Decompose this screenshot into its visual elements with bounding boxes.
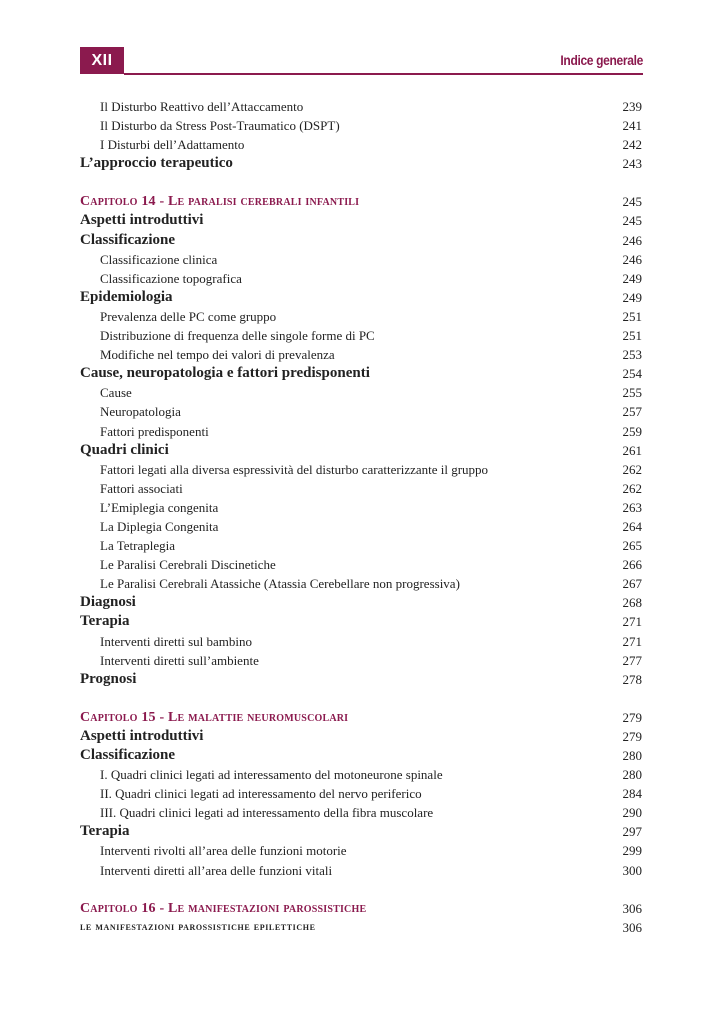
toc-section-row bbox=[80, 670, 642, 689]
toc-entry-label: I Disturbi dell’Adattamento bbox=[100, 137, 245, 153]
toc-entry-label: Neuropatologia bbox=[100, 404, 181, 420]
toc-subsection-row bbox=[80, 97, 642, 116]
toc-entry-page: 246 bbox=[622, 251, 642, 267]
toc-entry-page: 299 bbox=[622, 843, 642, 859]
toc-entry-page: 257 bbox=[622, 404, 642, 420]
toc-section-row bbox=[80, 593, 642, 612]
toc-entry-page: 264 bbox=[622, 518, 642, 534]
toc-entry-page: 241 bbox=[622, 118, 642, 134]
toc-subsection-row bbox=[80, 307, 642, 326]
toc-entry-label: Interventi diretti sul bambino bbox=[100, 633, 252, 649]
toc-subsection-row bbox=[80, 269, 642, 288]
toc-entry-page: 263 bbox=[622, 499, 642, 515]
toc-entry-page: 259 bbox=[622, 423, 642, 439]
toc-entry-page: 271 bbox=[622, 633, 642, 649]
toc-entry-page: 284 bbox=[622, 786, 642, 802]
toc-chapter-row bbox=[80, 192, 642, 211]
toc-entry-label: L’approccio terapeutico bbox=[80, 155, 233, 172]
toc-entry-page: 267 bbox=[622, 576, 642, 592]
toc-entry-label: Interventi diretti all’area delle funzioni vitali bbox=[100, 862, 333, 878]
toc-section-row bbox=[80, 441, 642, 460]
toc-entry-label: Prognosi bbox=[80, 670, 137, 687]
toc-entry-page: 249 bbox=[622, 289, 642, 305]
toc-chapter-row bbox=[80, 708, 642, 727]
toc-entry-label: II. Quadri clinici legati ad interessamento del nervo periferico bbox=[100, 786, 422, 802]
toc-entry-label: Terapia bbox=[80, 823, 130, 840]
toc-subsection-row bbox=[80, 135, 642, 154]
toc-entry-page: 268 bbox=[622, 595, 642, 611]
toc-subsection-row bbox=[80, 784, 642, 803]
toc-entry-label: Capitolo 14 - Le paralisi cerebrali infantili bbox=[80, 194, 360, 210]
toc-entry-label: Il Disturbo da Stress Post-Traumatico (DSPT) bbox=[100, 118, 340, 134]
toc-subsection-row bbox=[80, 632, 642, 651]
toc-entry-page: 279 bbox=[622, 709, 642, 725]
toc-subsection-row bbox=[80, 803, 642, 822]
toc-entry-label: Prevalenza delle PC come gruppo bbox=[100, 308, 277, 324]
toc-entry-page: 242 bbox=[622, 137, 642, 153]
toc-entry-label: Diagnosi bbox=[80, 594, 136, 611]
header-rule bbox=[124, 73, 643, 75]
toc-entry-label: III. Quadri clinici legati ad interessamento della fibra muscolare bbox=[100, 805, 434, 821]
toc-section-row bbox=[80, 364, 642, 383]
toc-subsection-row bbox=[80, 574, 642, 593]
toc-subsection-row bbox=[80, 383, 642, 402]
toc-entry-label: Aspetti introduttivi bbox=[80, 727, 204, 744]
toc-entry-page: 290 bbox=[622, 805, 642, 821]
toc-entry-label: Modifiche nel tempo dei valori di prevalenza bbox=[100, 347, 335, 363]
toc-subsection-row bbox=[80, 326, 642, 345]
toc-section-row bbox=[80, 746, 642, 765]
running-header-title: Indice generale bbox=[560, 52, 643, 68]
toc-entry-label: Cause bbox=[100, 385, 132, 401]
toc-section-row bbox=[80, 612, 642, 631]
toc-entry-label: Capitolo 15 - Le malattie neuromuscolari bbox=[80, 709, 349, 725]
toc-entry-label: Classificazione clinica bbox=[100, 251, 218, 267]
toc-entry-page: 306 bbox=[622, 919, 642, 935]
section-gap bbox=[80, 880, 642, 899]
toc-section-row bbox=[80, 211, 642, 230]
toc-entry-page: 245 bbox=[622, 194, 642, 210]
toc-entry-label: Epidemiologia bbox=[80, 288, 173, 305]
toc-entry-label: Le Paralisi Cerebrali Atassiche (Atassia Cerebellare non progressiva) bbox=[100, 576, 460, 592]
toc-entry-label: Distribuzione di frequenza delle singole forme di PC bbox=[100, 328, 375, 344]
toc-entry-page: 265 bbox=[622, 538, 642, 554]
toc-subsection-row bbox=[80, 861, 642, 880]
toc-entry-label: La Diplegia Congenita bbox=[100, 518, 219, 534]
toc-subsection-row bbox=[80, 345, 642, 364]
toc-entry-label: Aspetti introduttivi bbox=[80, 212, 204, 229]
toc-entry-page: 306 bbox=[622, 900, 642, 916]
toc-entry-page: 271 bbox=[622, 614, 642, 630]
toc-section-row bbox=[80, 727, 642, 746]
toc-entry-page: 300 bbox=[622, 862, 642, 878]
toc-subsection-row bbox=[80, 116, 642, 135]
toc-entry-page: 251 bbox=[622, 328, 642, 344]
toc-entry-label: Classificazione topografica bbox=[100, 270, 242, 286]
toc-entry-page: 245 bbox=[622, 213, 642, 229]
toc-entry-label: Il Disturbo Reattivo dell’Attaccamento bbox=[100, 99, 304, 114]
section-gap bbox=[80, 173, 642, 192]
toc-entry-label: Fattori associati bbox=[100, 480, 183, 496]
toc-subsection-row bbox=[80, 479, 642, 498]
toc-entry-label: Le Paralisi Cerebrali Discinetiche bbox=[100, 557, 276, 573]
toc-entry-label: Interventi rivolti all’area delle funzioni motorie bbox=[100, 843, 347, 859]
page-number: XII bbox=[80, 47, 124, 74]
toc-entry-page: 280 bbox=[622, 748, 642, 763]
toc-entry-page: 278 bbox=[622, 671, 642, 687]
toc-entry-label: L’Emiplegia congenita bbox=[100, 499, 219, 515]
toc-entry-label: La Tetraplegia bbox=[100, 538, 176, 554]
toc-section-row bbox=[80, 154, 642, 173]
toc-subsection-row bbox=[80, 651, 642, 670]
toc-subsection-row bbox=[80, 841, 642, 860]
toc-entry-page: 249 bbox=[622, 270, 642, 286]
toc-entry-page: 262 bbox=[622, 461, 642, 477]
toc-part-row bbox=[80, 918, 642, 937]
toc-entry-page: 279 bbox=[622, 728, 642, 744]
toc-entry-page: 262 bbox=[622, 480, 642, 496]
toc-entry-page: 297 bbox=[622, 824, 642, 840]
toc-section-row bbox=[80, 231, 642, 250]
toc-entry-page: 253 bbox=[622, 347, 642, 363]
toc-entry-label: I. Quadri clinici legati ad interessamento del motoneurone spinale bbox=[100, 767, 443, 783]
toc-entry-label: le manifestazioni parossistiche epilettiche bbox=[80, 920, 316, 933]
toc-entry-label: Terapia bbox=[80, 613, 130, 630]
toc-chapter-row bbox=[80, 899, 642, 918]
toc-entry-label: Classificazione bbox=[80, 231, 175, 248]
toc-entry-page: 243 bbox=[622, 156, 642, 172]
section-gap bbox=[80, 689, 642, 708]
page-header bbox=[80, 47, 643, 75]
toc-entry-label: Interventi diretti sull’ambiente bbox=[100, 652, 259, 668]
toc-entry-page: 261 bbox=[622, 442, 642, 458]
toc-section-row bbox=[80, 822, 642, 841]
toc-entry-page: 254 bbox=[622, 366, 642, 382]
toc-entry-label: Classificazione bbox=[80, 747, 175, 763]
toc-entry-page: 255 bbox=[622, 385, 642, 401]
toc-entry-page: 239 bbox=[622, 99, 642, 114]
table-of-contents bbox=[80, 97, 642, 937]
toc-subsection-row bbox=[80, 402, 642, 421]
toc-entry-page: 277 bbox=[622, 652, 642, 668]
toc-subsection-row bbox=[80, 250, 642, 269]
toc-subsection-row bbox=[80, 517, 642, 536]
toc-entry-page: 280 bbox=[622, 767, 642, 783]
toc-entry-page: 251 bbox=[622, 308, 642, 324]
toc-entry-page: 246 bbox=[622, 232, 642, 248]
toc-subsection-row bbox=[80, 460, 642, 479]
toc-entry-label: Cause, neuropatologia e fattori predisponenti bbox=[80, 365, 370, 382]
toc-entry-label: Capitolo 16 - Le manifestazioni parossistiche bbox=[80, 900, 367, 916]
toc-entry-page: 266 bbox=[622, 557, 642, 573]
toc-entry-label: Fattori legati alla diversa espressività del disturbo caratterizzante il gruppo bbox=[100, 461, 489, 477]
toc-entry-label: Fattori predisponenti bbox=[100, 423, 209, 439]
toc-subsection-row bbox=[80, 555, 642, 574]
toc-subsection-row bbox=[80, 422, 642, 441]
toc-subsection-row bbox=[80, 498, 642, 517]
toc-subsection-row bbox=[80, 765, 642, 784]
toc-entry-label: Quadri clinici bbox=[80, 441, 169, 458]
toc-section-row bbox=[80, 288, 642, 307]
toc-subsection-row bbox=[80, 536, 642, 555]
